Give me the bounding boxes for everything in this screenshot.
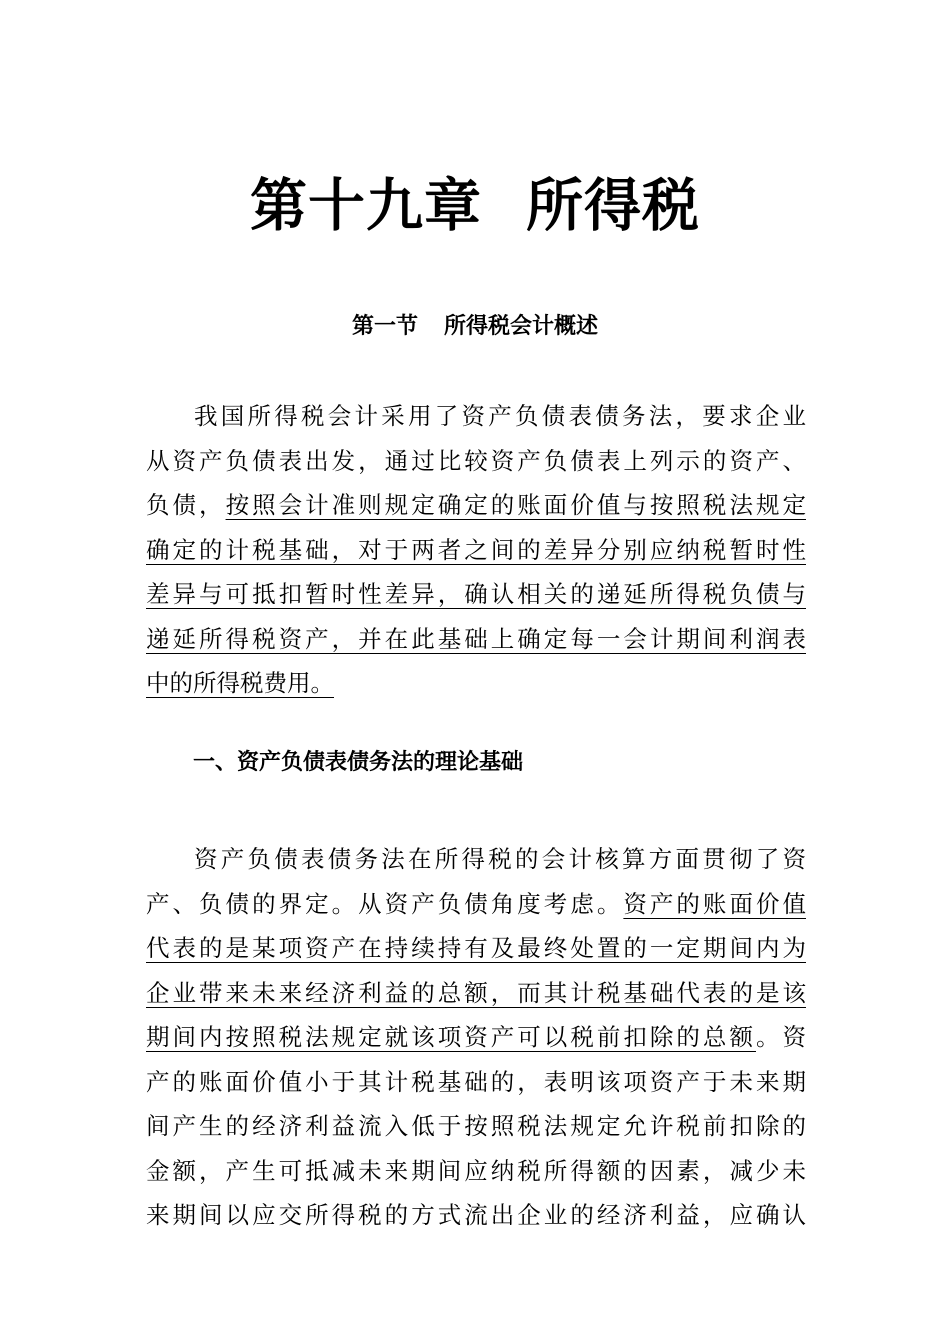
- paragraph-line: [146, 483, 806, 528]
- chapter-title: [0, 170, 950, 242]
- chapter-name: 所得税: [526, 173, 700, 239]
- paragraph-text: 产、负债的界定。从资产负债角度考虑。: [146, 889, 624, 918]
- section-number: 第一节: [351, 314, 418, 339]
- underlined-line: 代表的是某项资产在持续持有及最终处置的一定期间内为: [146, 934, 806, 962]
- underlined-line: 企业带来未来经济利益的总额，而其计税基础代表的是该: [146, 978, 806, 1007]
- chapter-number: 第十九章: [250, 173, 482, 239]
- paragraph-line: 间产生的经济利益流入低于按照税法规定允许税前扣除的: [146, 1112, 806, 1140]
- paragraph-line: 我国所得税会计采用了资产负债表债务法，要求企业: [194, 402, 806, 430]
- paragraph-line: 来期间以应交所得税的方式流出企业的经济利益，应确认: [146, 1201, 806, 1229]
- paragraph-line: 金额，产生可抵减未来期间应纳税所得额的因素，减少未: [146, 1156, 806, 1185]
- paragraph-line: 从资产负债表出发，通过比较资产负债表上列示的资产、: [146, 446, 806, 475]
- subheading: 一、资产负债表债务法的理论基础: [193, 750, 524, 775]
- underlined-text: 按照会计准则规定确定的账面价值与按照税法规定: [225, 491, 806, 519]
- paragraph-line: 资产负债表债务法在所得税的会计核算方面贯彻了资: [194, 845, 806, 873]
- intro-paragraph: [146, 394, 806, 706]
- theory-paragraph: [146, 837, 806, 1238]
- paragraph-line: [146, 1015, 806, 1060]
- underlined-line: 确定的计税基础，对于两者之间的差异分别应纳税暂时性: [146, 535, 806, 564]
- section-title: [0, 310, 950, 344]
- paragraph-line: [146, 661, 806, 706]
- paragraph-text: 负债，: [146, 491, 226, 519]
- paragraph-line: [146, 882, 806, 927]
- underlined-text: 期间内按照税法规定就该项资产可以税前扣除的总额: [146, 1023, 756, 1051]
- section-name: 所得税会计概述: [444, 314, 599, 339]
- underlined-text: 中的所得税费用。: [146, 669, 334, 697]
- underlined-line: 递延所得税资产，并在此基础上确定每一会计期间利润表: [146, 624, 806, 653]
- underlined-line: 差异与可抵扣暂时性差异，确认相关的递延所得税负债与: [146, 580, 806, 608]
- paragraph-text: 。资: [755, 1023, 807, 1051]
- underlined-text: 资产的账面价值: [623, 889, 806, 918]
- paragraph-line: 产的账面价值小于其计税基础的，表明该项资产于未来期: [146, 1067, 806, 1096]
